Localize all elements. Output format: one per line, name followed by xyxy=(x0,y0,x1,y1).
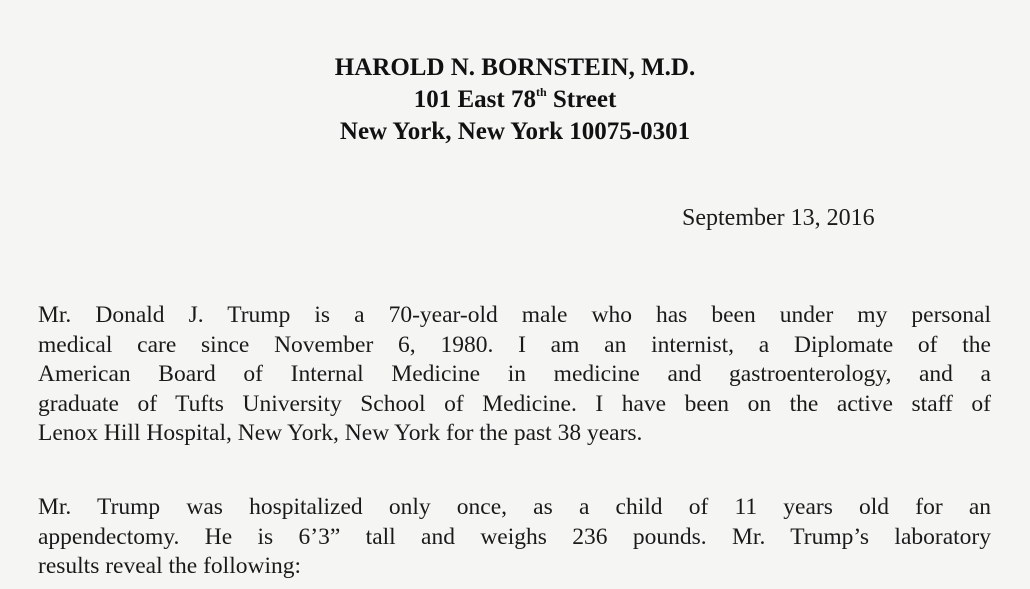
letter-date: September 13, 2016 xyxy=(682,205,875,231)
paragraph-line: appendectomy. He is 6’3” tall and weighs 236 pounds. Mr. Trump’s laboratory xyxy=(38,523,991,550)
paragraph-medical-history xyxy=(38,301,991,449)
paragraph-line: results reveal the following: xyxy=(38,553,301,579)
paragraph-line: Mr. Trump was hospitalized only once, as a child of 11 years old for an xyxy=(38,494,991,520)
street-address xyxy=(0,84,1030,116)
street-number: 101 East 78 xyxy=(413,86,536,113)
doctor-name: HAROLD N. BORNSTEIN, M.D. xyxy=(334,54,696,81)
city-state-zip: New York, New York 10075-0301 xyxy=(339,118,691,145)
paragraph-hospitalization xyxy=(38,493,991,582)
street-name: Street xyxy=(546,86,617,113)
paragraph-line: American Board of Internal Medicine in medicine and gastroenterology, and a xyxy=(38,361,991,387)
paragraph-line: Lenox Hill Hospital, New York, New York for the past 38 years. xyxy=(38,420,643,446)
paragraph-line: medical care since November 6, 1980. I am an internist, a Diplomate of the xyxy=(38,331,991,358)
paragraph-line: graduate of Tufts University School of Medicine. I have been on the active staff of xyxy=(38,390,991,417)
paragraph-line: Mr. Donald J. Trump is a 70-year-old male who has been under my personal xyxy=(38,302,991,328)
street-ordinal-suffix: th xyxy=(535,85,547,99)
letterhead xyxy=(0,52,1030,148)
